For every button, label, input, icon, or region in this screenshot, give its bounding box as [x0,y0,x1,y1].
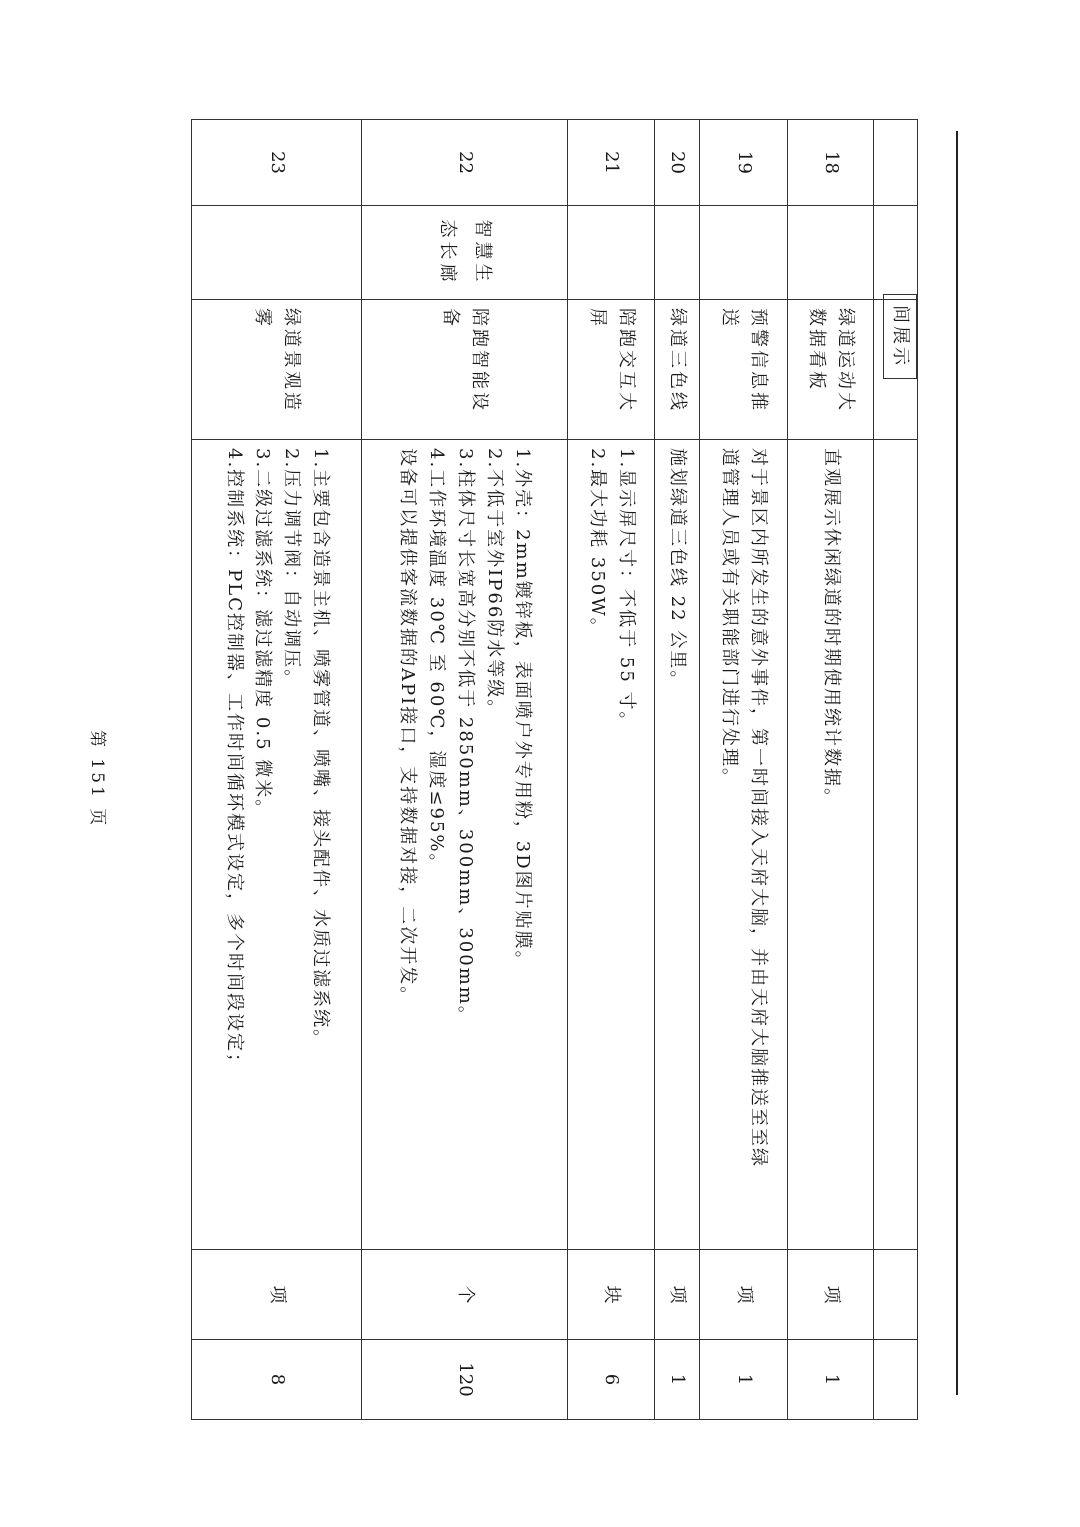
row-unit [874,1250,918,1340]
item-line: 预警信息推 [748,308,770,413]
row-item [655,300,700,440]
spec-line: 4.控制系统：PLC控制器、工作时间循环模式设定，多个时间段设定； [223,448,245,1074]
spec-line: 对于景区内所发生的意外事件，第一时间接入天府大脑，并由天府大脑推送至至绿 [748,448,770,1168]
table-row [700,120,788,1420]
item-line: 间展示 [883,294,918,379]
row-unit: 项 [655,1250,700,1340]
row-spec [700,440,788,1250]
spec-line: 施划绿道三色线 22 公里。 [667,448,689,691]
equipment-spec-table [191,119,918,1420]
spec-line: 3.二级过滤系统：滤过滤精度 0.5 微米。 [252,448,274,820]
spec-line: 4.工作环境温度 30℃ 至 60℃，湿度≤95%。 [426,448,448,874]
item-line: 送 [719,308,741,329]
spec-line: 1.外壳：2mm镀锌板，表面喷户外专用粉，3D图片贴膜。 [512,448,534,971]
item-line: 绿道三色线 [667,308,689,413]
item-line: 绿道运动大 [835,308,857,413]
row-item [568,300,655,440]
spec-line: 2.不低于室外IP66防水等级。 [483,448,505,720]
row-qty [874,1340,918,1420]
row-item [700,300,788,440]
row-category [192,206,362,300]
spec-line: 直观展示休闲绿道的时期使用统计数据。 [820,448,842,808]
item-line: 数据看板 [806,308,828,392]
page-edge-rule [956,131,958,1395]
table-row [568,120,655,1420]
spec-line: 1.显示屏尺寸：不低于 55 寸。 [615,448,637,732]
spec-line: 道管理人员或有关职能部门进行处理。 [719,448,741,788]
table-row [192,120,362,1420]
table-row [655,120,700,1420]
row-number: 23 [192,120,362,206]
row-number: 20 [655,120,700,206]
item-line: 雾 [252,308,274,329]
row-qty: 1 [788,1340,874,1420]
spec-line: 3.柱体尺寸长宽高分别不低于 2850mm、300mm、300mm。 [454,448,476,1026]
spec-line: 2.最大功耗 350W。 [587,448,608,638]
row-number: 22 [362,120,568,206]
row-number: 21 [568,120,655,206]
row-category: 智慧生态长廊 [362,206,568,300]
table-row [362,120,568,1420]
row-spec [874,440,918,1250]
page-number: 第 151 页 [87,730,107,829]
row-unit: 块 [568,1250,655,1340]
item-line: 陪跑交互大 [615,308,637,413]
table-row [874,120,918,1420]
row-unit: 项 [788,1250,874,1340]
row-item [874,300,918,440]
table-row [788,120,874,1420]
row-spec [568,440,655,1250]
row-qty: 6 [568,1340,655,1420]
row-category [874,206,918,300]
row-unit: 个 [362,1250,568,1340]
spec-line: 设备可以提供客流数据的API接口，支持数据对接，二次开发。 [397,448,419,1007]
row-spec [788,440,874,1250]
row-unit: 项 [192,1250,362,1340]
row-category [655,206,700,300]
page-footer [78,730,138,850]
row-category [568,206,655,300]
row-unit: 项 [700,1250,788,1340]
row-category [700,206,788,300]
row-item [192,300,362,440]
spec-line: 2.压力调节阀：自动调压。 [281,448,303,690]
row-number [874,120,918,206]
item-line: 屏 [587,308,608,329]
row-item [362,300,568,440]
row-spec [362,440,568,1250]
spec-line: 1.主要包含造景主机、喷雾管道、喷嘴、接头配件、水质过滤系统。 [310,448,332,1050]
rotated-page [178,119,918,1419]
row-spec [655,440,700,1250]
row-qty: 8 [192,1340,362,1420]
item-line: 陪跑智能设 [469,308,491,413]
row-qty: 120 [362,1340,568,1420]
row-spec [192,440,362,1250]
row-qty: 1 [700,1340,788,1420]
row-item [788,300,874,440]
row-number: 19 [700,120,788,206]
row-qty: 1 [655,1340,700,1420]
item-line: 备 [440,308,462,329]
row-category [788,206,874,300]
item-line: 绿道景观造 [281,308,303,413]
row-number: 18 [788,120,874,206]
